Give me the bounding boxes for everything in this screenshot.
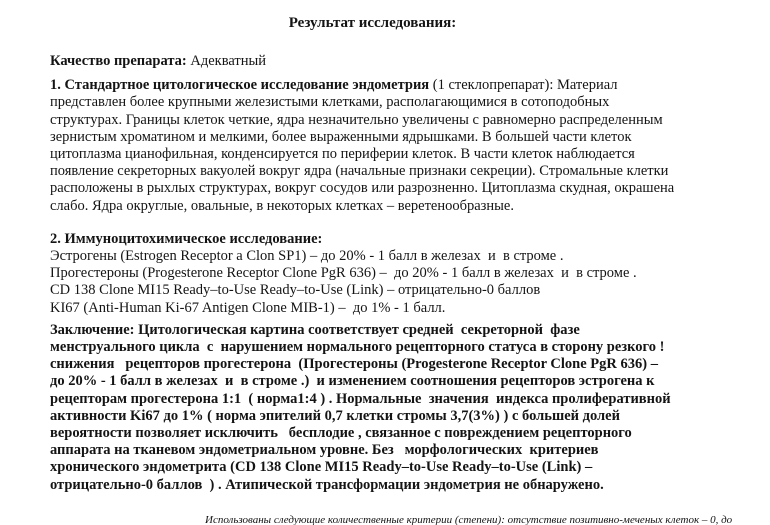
text-segment-bold: до 20% - 1 балл в железах и в строме .) и изменением соотношения рецепторов эстрогена к — [50, 373, 655, 390]
text-line — [205, 514, 745, 525]
text-segment-bold: менструального цикла с нарушением нормального рецепторного статуса в сторону резкого ! — [50, 339, 665, 356]
text-segment: зернистым хроматином и мелкими, более выраженными ядрышками. В большей части клеток — [50, 128, 632, 145]
text-segment-bold: Заключение: Цитологическая картина соответствует средней секреторной фазе — [50, 321, 580, 338]
block-cytology — [50, 77, 745, 215]
text-segment-bold: 2. Иммуноцитохимическое исследование: — [50, 230, 323, 247]
text-segment: представлен более крупными железистыми клетками, располагающимися в сотоподобных — [50, 94, 610, 111]
text-segment-bold: Качество препарата: — [50, 53, 187, 69]
block-quality — [50, 53, 745, 70]
text-segment: расположены в рыхлых структурах, вокруг сосудов или разрозненно. Цитоплазма скудная, окрашена — [50, 180, 675, 197]
text-segment-bold: вероятности позволяет исключить бесплодие , связанное с повреждением рецепторного — [50, 425, 632, 442]
text-line — [50, 408, 745, 425]
text-line — [50, 282, 745, 299]
text-line — [50, 231, 745, 248]
text-line — [50, 391, 745, 408]
text-segment: (1 стеклопрепарат): Материал — [429, 77, 618, 94]
text-segment-bold: аппарата на тканевом эндометриальном уровне. Без морфологических критериев — [50, 442, 599, 459]
text-line — [50, 198, 745, 215]
text-line — [50, 339, 745, 356]
text-line — [50, 53, 745, 70]
block-footnote — [205, 514, 745, 525]
text-segment: Эстрогены (Estrogen Receptor a Clon SP1) – до 20% - 1 балл в железах и в строме . — [50, 248, 564, 265]
text-segment-bold: активности Ki67 до 1% ( норма эпителий 0,7 клетки стромы 3,7(3%) ) с большей долей — [50, 407, 620, 424]
text-line — [50, 180, 745, 197]
text-line — [50, 300, 745, 317]
text-segment: Адекватный — [186, 53, 267, 69]
text-line — [50, 112, 745, 129]
text-line — [50, 163, 745, 180]
block-immuno — [50, 231, 745, 317]
text-line — [50, 477, 745, 494]
text-line — [50, 129, 745, 146]
text-segment: цитоплазма цианофильная, конденсируется по периферии клеток. В части клеток наблюдается — [50, 146, 635, 163]
text-line — [50, 442, 745, 459]
block-conclusion — [50, 322, 745, 494]
text-segment-bold: рецепторам прогестерона 1:1 ( норма1:4 ) . Нормальные значения индекса пролиферативной — [50, 390, 671, 407]
text-segment: появление секреторных вакуолей вокруг ядра (начальные признаки секреции). Стромальные клетки — [50, 163, 669, 180]
text-segment-bold: 1. Стандартное цитологическое исследование эндометрия — [50, 77, 430, 94]
text-segment: Прогестероны (Progesterone Receptor Clone PgR 636) – до 20% - 1 балл в железах и в строме . — [50, 265, 637, 282]
text-segment: Использованы следующие количественные критерии (степени): отсутствие позитивно-меченых клеток – 0, до — [205, 513, 733, 525]
text-segment-bold: отрицательно-0 баллов ) . Атипической трансформации эндометрия не обнаружено. — [50, 476, 604, 493]
text-line — [50, 265, 745, 282]
text-line — [50, 77, 745, 94]
text-segment-bold: хронического эндометрита (CD 138 Clone MI15 Ready–to-Use Ready–to-Use (Link) – — [50, 459, 593, 476]
text-line — [50, 425, 745, 442]
text-line — [50, 322, 745, 339]
text-segment: структурах. Границы клеток четкие, ядра незначительно увеличены с равномерно распределенным — [50, 111, 663, 128]
text-segment: CD 138 Clone MI15 Ready–to-Use Ready–to-Use (Link) – отрицательно-0 баллов — [50, 282, 541, 299]
text-line — [50, 373, 745, 390]
text-line — [50, 94, 745, 111]
text-line — [50, 248, 745, 265]
text-line — [50, 356, 745, 373]
text-line — [50, 146, 745, 163]
text-segment: слабо. Ядра округлые, овальные, в некоторых клетках – веретенообразные. — [50, 197, 514, 214]
page-title: Результат исследования: — [288, 15, 457, 31]
text-line — [50, 459, 745, 476]
document-body — [50, 53, 745, 525]
text-segment-bold: снижения рецепторов прогестерона (Прогестероны (Progesterone Receptor Clone PgR 636) – — [50, 356, 658, 373]
text-segment: KI67 (Anti-Human Ki-67 Antigen Clone MIB-1) – до 1% - 1 балл. — [50, 299, 446, 316]
